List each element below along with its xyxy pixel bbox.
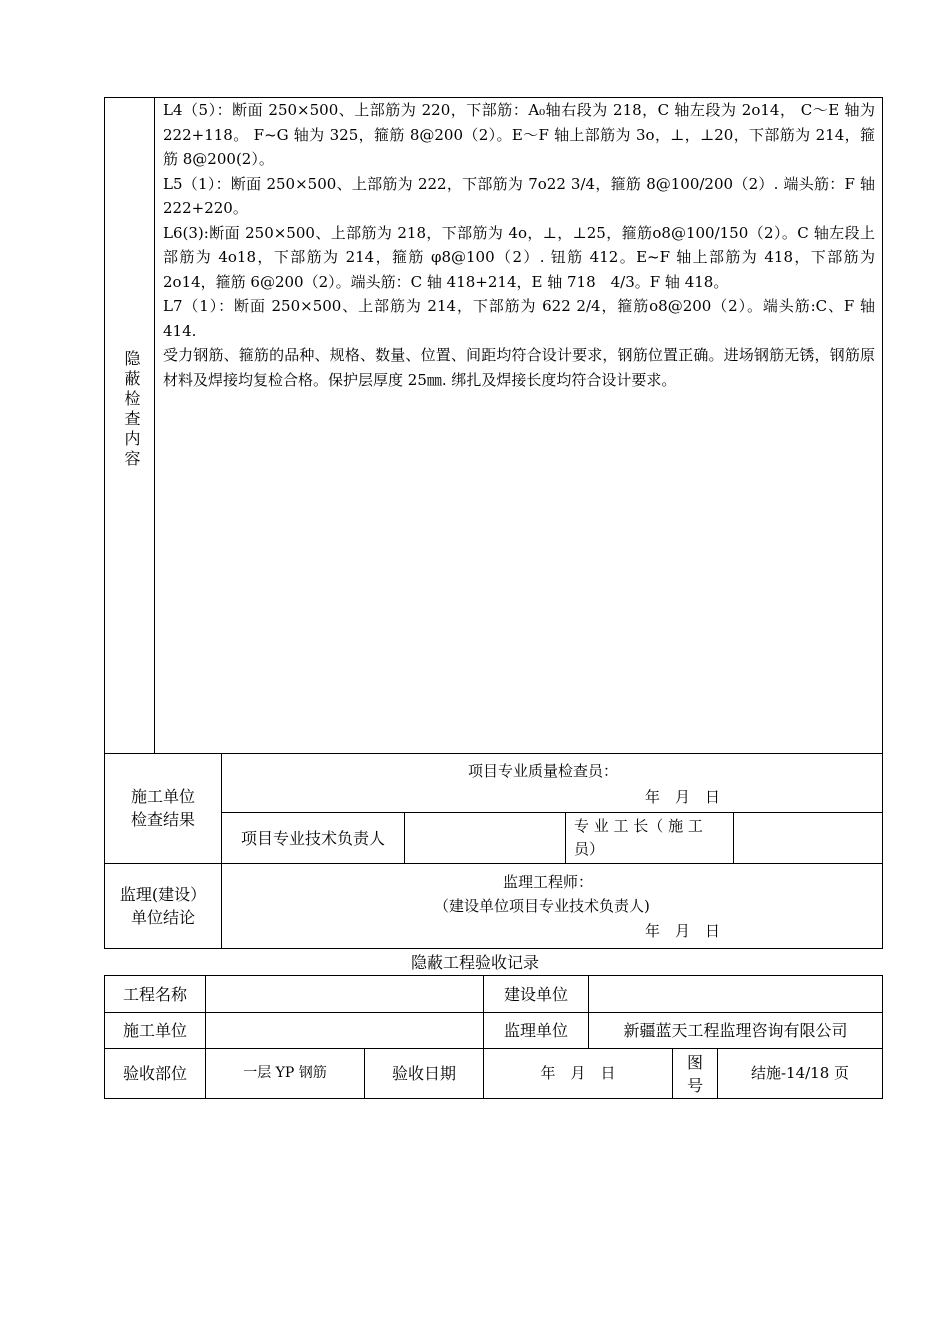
side-label-divider: [154, 97, 155, 753]
contractor-value: [206, 1013, 483, 1048]
table-border-right: [882, 97, 883, 949]
table-border-bottom: [104, 948, 883, 949]
foreman-label: 专 业 工 长（ 施 工 员）: [574, 817, 703, 858]
supervision-label: 监理(建设） 单位结论: [119, 885, 207, 927]
quality-inspector-label: 项目专业质量检查员：: [468, 762, 619, 780]
side-label-hidden-inspection: 隐蔽检查内容: [122, 350, 141, 470]
tech-lead-value: [405, 813, 565, 863]
inspector-date: 年 月 日: [645, 788, 721, 806]
paragraph-l4: L4（5）：断面 250×500、上部筋为 220，下部筋：A₀轴右段为 218，C 轴左段为 2o14， C～E 轴为 222+118。 F~G 轴为 325，箍筋 8@200（2）。E～F 轴上部筋为 3o，⊥，⊥20，下部筋为 214，箍筋 8@200(2）。: [163, 101, 875, 168]
paragraph-conclusion: 受力钢筋、箍筋的品种、规格、数量、位置、间距均符合设计要求，钢筋位置正确。进场钢筋无锈，钢筋原材料及焊接均复检合格。保护层厚度 25㎜. 绑扎及焊接长度均符合设计要求。: [163, 346, 875, 389]
owner-tech-lead-note: （建设单位项目专业技术负责人): [434, 897, 650, 915]
drawing-number-value: 结施-14/18 页: [750, 1064, 850, 1082]
supervisor-value: 新疆蓝天工程监理咨询有限公司: [623, 1021, 848, 1040]
record-border-bottom: [104, 1098, 883, 1099]
supervisor-label: 监理单位: [503, 1021, 568, 1040]
supervision-engineer-label: 监理工程师：: [503, 873, 594, 891]
paragraph-l6: L6(3):断面 250×500、上部筋为 218，下部筋为 4o，⊥，⊥25，箍筋o8@100/150（2）。C 轴左段上部筋为 4o18，下部筋为 214，箍筋 φ8@100（2）. 钮筋 412。E~F 轴上部筋为 418，下部筋为 2o14，箍筋 6@200（2）。端头筋：C 轴 418+214，E 轴 718 4/3。F 轴 418。: [163, 223, 875, 291]
record-title: 隐蔽工程验收记录: [410, 953, 539, 972]
tech-lead-label: 项目专业技术负责人: [240, 828, 385, 848]
builder-label: 建设单位: [503, 984, 568, 1004]
foreman-divider: [565, 812, 566, 863]
contractor-label: 施工单位: [122, 1021, 187, 1040]
paragraph-l5: L5（1）：断面 250×500、上部筋为 222，下部筋为 7o22 3/4，箍筋 8@100/200（2）. 端头筋：F 轴 222+220。: [163, 174, 875, 217]
project-name-value: [206, 976, 483, 1012]
inspection-content: [163, 98, 875, 392]
inspection-date-value: 年 月 日: [540, 1064, 616, 1082]
inspection-part-value: 一层 YP 钢筋: [243, 1065, 327, 1081]
builder-value: [589, 976, 882, 1012]
inspection-date-label: 验收日期: [391, 1064, 456, 1083]
supervision-date: 年 月 日: [645, 922, 721, 940]
project-name-label: 工程名称: [122, 984, 187, 1004]
drawing-number-label: 图 号: [686, 1052, 703, 1095]
paragraph-l7: L7（1）：断面 250×500、上部筋为 214，下部筋为 622 2/4，箍筋o8@200（2）。端头筋:C、F 轴 414.: [163, 297, 875, 340]
construction-result-label: 施工单位 检查结果: [130, 787, 195, 829]
inspection-part-label: 验收部位: [122, 1064, 187, 1083]
section-divider: [104, 863, 883, 864]
record-border-right: [882, 975, 883, 1098]
foreman-value: [734, 813, 882, 863]
